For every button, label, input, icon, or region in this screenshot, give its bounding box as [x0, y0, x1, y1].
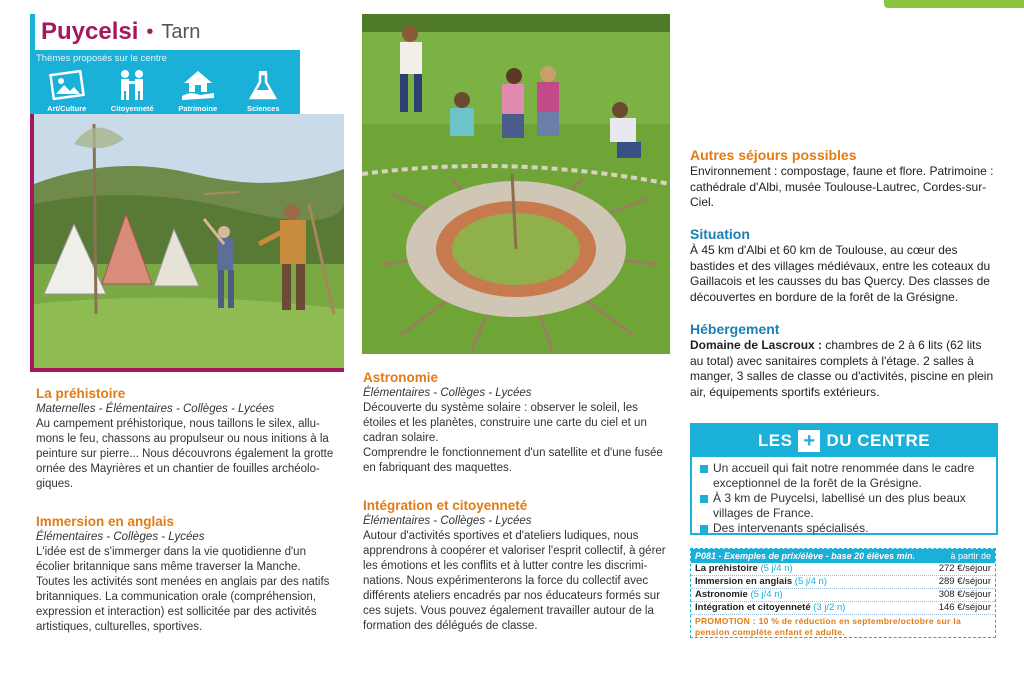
section-levels: Élémentaires - Collèges - Lycées [363, 387, 532, 399]
section-title: La préhistoire [36, 386, 126, 401]
photo-prehistoric-camp [30, 114, 344, 372]
section-title: Astronomie [363, 370, 439, 385]
section-levels: Élémentaires - Collèges - Lycées [36, 531, 205, 543]
info-situation [690, 226, 998, 305]
theme-sciences: Sciences [232, 68, 294, 113]
price-code: P081 - Exemples de prix/élève - base 20 élèves min. [695, 551, 916, 561]
section-body: Autour d'activités sportives et d'ateliers ludiques, nous apprendrons à coopérer et valoriser l'esprit collectif, à gérer les émotions et les conflits et à lutter contre les discrimi- nations. Nous expérimenterons la force du collectif avec différents ateliers encadrés par nos éducateurs formés sur ces sujets. Vous pouvez également travailler autour de la formation des délégués de classe. [363, 530, 666, 632]
photo-children-stone-circle [362, 14, 670, 354]
info-body: Environnement : compostage, faune et flore. Patrimoine : cathédrale d'Albi, musée Toulouse-Lautrec, Cordes-sur- Ciel. [690, 164, 994, 209]
price-header [691, 549, 995, 563]
section-body: Au campement préhistorique, nous taillons le silex, allu- mons le feu, chassons au propulseur ou nous initions à la peinture sur pierre... Nous découvrons également la grotte ornée des Mayrières et un chantier de fouilles archéolo- giques. [36, 418, 334, 490]
promo-text: PROMOTION : 10 % de réduction en septembre/octobre sur la pension complète enfant et adulte. [695, 616, 962, 637]
themes-caption: Thèmes proposés sur le centre [36, 53, 167, 64]
info-body: Domaine de Lascroux : chambres de 2 à 6 lits (62 lits au total) avec sanitaires complets à l'étage. 2 salles à manger, 3 salles de classe ou d'activités, piscine en plein air, équipements sportifs extérieurs. [690, 338, 994, 399]
info-title: Autres séjours possibles [690, 147, 857, 163]
info-lead: Domaine de Lascroux : [690, 338, 823, 352]
section-prehistoire [36, 386, 336, 492]
les-plus-box [690, 423, 998, 535]
region-name: Tarn [161, 20, 201, 43]
people-icon [113, 68, 151, 102]
section-body: L'idée est de s'immerger dans la vie quotidienne d'un écolier britannique sans même traverser la Manche. Toutes les activités sont menées en anglais par des natifs britanniques. La communication orale (compréhension, expression et interaction) est sollicitée par des activités artistiques, culturelles, sportives. [36, 546, 330, 633]
theme-citoyennete: Citoyenneté [101, 68, 163, 113]
themes-box [30, 50, 300, 120]
table-row: Astronomie (5 j/4 n) 308 €/séjour [691, 589, 995, 602]
les-plus-list [692, 457, 996, 540]
list-item: Des intervenants spécialisés. [700, 521, 988, 536]
info-autres [690, 147, 998, 211]
table-row: Intégration et citoyenneté (3 j/2 n) 146 €/séjour [691, 602, 995, 615]
section-title: Intégration et citoyenneté [363, 498, 528, 513]
list-item: À 3 km de Puycelsi, labellisé un des plus beaux villages de France. [700, 491, 988, 521]
town-name: Puycelsi [41, 18, 139, 45]
page-title [30, 14, 200, 50]
themes-icons [30, 64, 300, 113]
info-title: Situation [690, 226, 750, 242]
plus-icon: + [798, 430, 820, 452]
info-body: À 45 km d'Albi et 60 km de Toulouse, au cœur des bastides et des villages médiévaux, entre les coteaux du Gaillacois et les causses du bas Quercy. Des classes de découvertes en bordure de la forêt de la Grésigne. [690, 243, 991, 304]
section-citoyennete [363, 498, 669, 634]
theme-art-culture: Art/Culture [36, 68, 98, 113]
price-table [690, 548, 996, 638]
picture-icon [48, 68, 86, 102]
theme-patrimoine: Patrimoine [167, 68, 229, 113]
table-row: Immersion en anglais (5 j/4 n) 289 €/séjour [691, 576, 995, 589]
les-plus-header: LES + DU CENTRE [692, 425, 996, 457]
info-hebergement [690, 321, 998, 400]
table-row: La préhistoire (5 j/4 n) 272 €/séjour [691, 563, 995, 576]
section-astronomie [363, 370, 669, 476]
house-hand-icon [179, 68, 217, 102]
section-title: Immersion en anglais [36, 514, 175, 529]
section-levels: Maternelles - Élémentaires - Collèges - Lycées [36, 403, 275, 415]
section-body: Découverte du système solaire : observer le soleil, les étoiles et les planètes, construire une carte du ciel et un cadran solaire. Comprendre le fonctionnement d'un satellite et d'une fusée en fabriquant des maquettes. [363, 402, 663, 474]
title-separator: • [146, 20, 154, 43]
section-levels: Élémentaires - Collèges - Lycées [363, 515, 532, 527]
price-from: à partir de [950, 551, 991, 561]
info-title: Hébergement [690, 321, 780, 337]
section-anglais [36, 514, 336, 635]
flask-icon [244, 68, 282, 102]
list-item: Un accueil qui fait notre renommée dans le cadre exceptionnel de la forêt de la Grésigne. [700, 461, 988, 491]
corner-tab [884, 0, 1024, 8]
